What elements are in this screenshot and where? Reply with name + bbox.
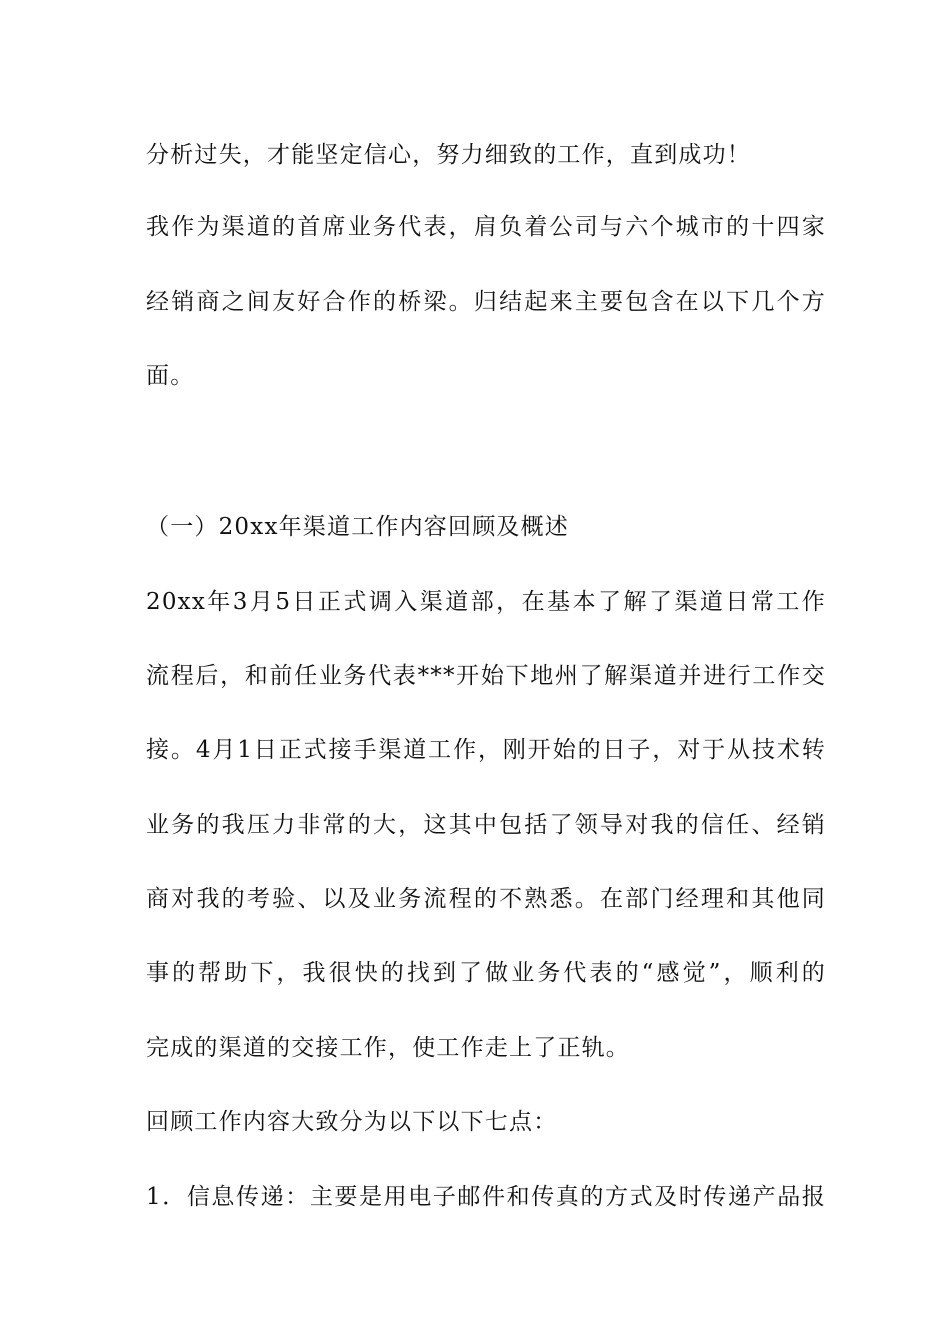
paragraph-line: 商对我的考验、以及业务流程的不熟悉。在部门经理和其他同 (146, 886, 826, 912)
paragraph-line: 流程后，和前任业务代表***开始下地州了解渠道并进行工作交 (146, 663, 826, 689)
paragraph-line: 面。 (146, 363, 195, 389)
paragraph-line: 事的帮助下，我很快的找到了做业务代表的“感觉”，顺利的 (146, 960, 826, 986)
section-heading: （一）20xx年渠道工作内容回顾及概述 (146, 514, 570, 540)
list-item: 1．信息传递：主要是用电子邮件和传真的方式及时传递产品报 (146, 1184, 826, 1210)
paragraph-line: 分析过失，才能坚定信心，努力细致的工作，直到成功！ (146, 142, 751, 168)
paragraph-line: 回顾工作内容大致分为以下以下七点： (146, 1109, 558, 1135)
paragraph-line: 经销商之间友好合作的桥梁。归结起来主要包含在以下几个方 (146, 289, 826, 315)
paragraph-line: 接。4月1日正式接手渠道工作，刚开始的日子，对于从技术转 (146, 737, 826, 763)
paragraph-line: 我作为渠道的首席业务代表，肩负着公司与六个城市的十四家 (146, 214, 826, 240)
paragraph-line: 业务的我压力非常的大，这其中包括了领导对我的信任、经销 (146, 812, 826, 838)
paragraph-line: 完成的渠道的交接工作，使工作走上了正轨。 (146, 1035, 630, 1061)
paragraph-line: 20xx年3月5日正式调入渠道部，在基本了解了渠道日常工作 (146, 589, 826, 615)
